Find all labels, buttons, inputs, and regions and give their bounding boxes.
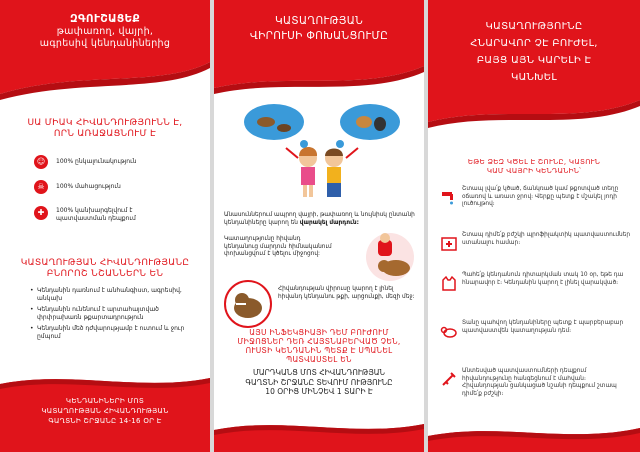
syringe-icon — [440, 370, 458, 388]
header-title: ԿԱՏԱՂՈՒԹՅԱՆ ՎԻՐՈՒՍԻ ՓՈԽԱՆՑՈՒՄԸ — [249, 15, 389, 42]
water-tap-icon — [440, 188, 458, 206]
stat-item: 100% մահացություն — [56, 183, 121, 190]
dog-bite-illustration — [362, 232, 418, 282]
footer-wave — [428, 412, 640, 452]
list-item: Տանը պահվող կենդանիները պետք է պարբերաբար պատվաստվեն կատաղության դեմ։ — [440, 320, 630, 348]
stat-item: 100% կանխարգելվում է պատվաստման դեպքում — [56, 207, 136, 222]
warning-text: ԱՅՍ ԻՆՖԵԿՑԻԱՅԻ ԴԵՄ ԲՈՒԺՈՒՄ ՄԻՋՈՑՆԵՐ ԴԵՌ ՀԱՅՏՆԱԲԵՐՎԱԾ ՉԵՆ, ՈՒՍՏԻ ԿԵՆԴԱՆԻՆ ՊԵՏՔ Է ՍՊԱՆԵԼ ՊԱՏՎԱՍՏԵԼ ԵՆ — [237, 328, 401, 364]
incubation-human-text: ՄԱՐԴԿԱՆՑ ՄՈՏ ՀԻՎԱՆԴՈՒԹՅԱՆ ԳԱՂՏՆԻ ՇՐՋԱՆԸ ՏԵՎՈՒՄ ՈՒԹՅՈՒՆԸ 10 ՕՐԻՑ ՄԻՆՉԵՎ 1 ՏԱՐԻ Է — [245, 368, 393, 396]
intro-title: ՍԱ ՄԻԱԿ ՀԻՎԱՆԴՈՒԹՅՈՒՆՆ Է, ՈՐՆ ԱՌԱՋԱՑՆՈՒՄ Է — [27, 118, 183, 139]
header-title: ԶԳՈՒՇԱՑԵՔ թափառող, վայրի, ագրեսիվ կենդանիներից — [39, 13, 171, 49]
paragraph-1: Անասուններում ապրող վայրի, թափառող և նույնիսկ ընտանի կենդանիները կարող են վարակել մարդուն: — [224, 212, 415, 226]
list-item: Շտապ լվա՛ք կծած, ճանկռած կամ թքոտված տեղը օճառով և առատ ջրով։ Վերքը պետք է մշակել յոդի լուծույթով։ — [440, 186, 630, 214]
list-item: Շտապ դիմե՛ք բժշկի պրոֆիլակտիկ պատվաստումներ ստանալու համար։ — [440, 232, 630, 260]
symptoms-list — [30, 287, 190, 344]
list-item: • Կենդանին դառնում է անհանգիստ, ագրեսիվ, անկախ — [30, 287, 190, 302]
person-icon: ☺ — [34, 155, 48, 169]
shield-icon: ✚ — [34, 206, 48, 220]
cat-icon — [440, 274, 458, 292]
dog-icon — [440, 322, 458, 340]
panel-middle — [214, 0, 424, 452]
rabid-dog-illustration — [224, 280, 272, 328]
children-animals-illustration — [242, 100, 402, 204]
footer-wave — [214, 408, 424, 452]
list-item: • Կենդանին մեծ դժվարությամբ է ուտում և ջուր ըմպում — [30, 325, 190, 340]
paragraph-2: Կատաղությունը հիվանդ կենդանուց մարդուն հիմնականում փոխանցվում է կծելու միջոցով: — [224, 236, 332, 257]
list-item: Անտեսված պատվաստումների դեպքում հիվանդությունը հանգեցնում է մահվան։ Հիվանդության ցանկացած նշանի դեպքում շտապ դիմե՛ք բժշկի։ — [440, 368, 630, 404]
list-item: Պահե՛ք կենդանուն դիտարկման տակ 10 օր, եթե դա հնարավոր է։ Կենդանին կարող է լինել վարակված։ — [440, 272, 630, 300]
hospital-icon — [440, 234, 458, 252]
stat-item: 100% ընկալունակություն — [56, 158, 137, 165]
panel-left — [0, 0, 210, 452]
footer-text: ԿԵՆԴԱՆԻՆԵՐԻ ՄՈՏ ԿԱՏԱՂՈՒԹՅԱՆ ՀԻՎԱՆԴՈՒԹՅԱՆ ԳԱՂՏՆԻ ՇՐՋԱՆԸ 14-16 ՕՐ Է — [41, 397, 169, 425]
paragraph-3: Հիվանդության վիրուսը կարող է լինել հիվանդ կենդանու թքի, արցունքի, մեզի մեջ: — [278, 286, 415, 300]
header-title: ԿԱՏԱՂՈՒԹՅՈՒՆԸ ՀՆԱՐԱՎՈՐ ՉԷ ԲՈՒԺԵԼ, ԲԱՅՑ ԱՅՆ ԿԱՐԵԼԻ Է ԿԱՆԽԵԼ — [470, 21, 598, 83]
symptoms-title: ԿԱՏԱՂՈՒԹՅԱՆ ՀԻՎԱՆԴՈՒԹՅԱՆԸ ԲՆՈՐՈՇ ՆՇԱՆՆԵՐՆ ԵՆ — [20, 258, 190, 279]
panel-right — [428, 0, 640, 452]
sub-title: ԵԹԵ ՁԵԶ ԿԾԵԼ Է ՇՈՒՆԸ, ԿԱՏՈՒՆ ԿԱՄ ՎԱՅՐԻ ԿԵՆԴԱՆԻՆ՝ — [467, 158, 601, 175]
skull-icon: ☠ — [34, 180, 48, 194]
list-item: • Կենդանին ունենում է արտահայտված փրփրախառն թքարտադրություն — [30, 306, 190, 321]
